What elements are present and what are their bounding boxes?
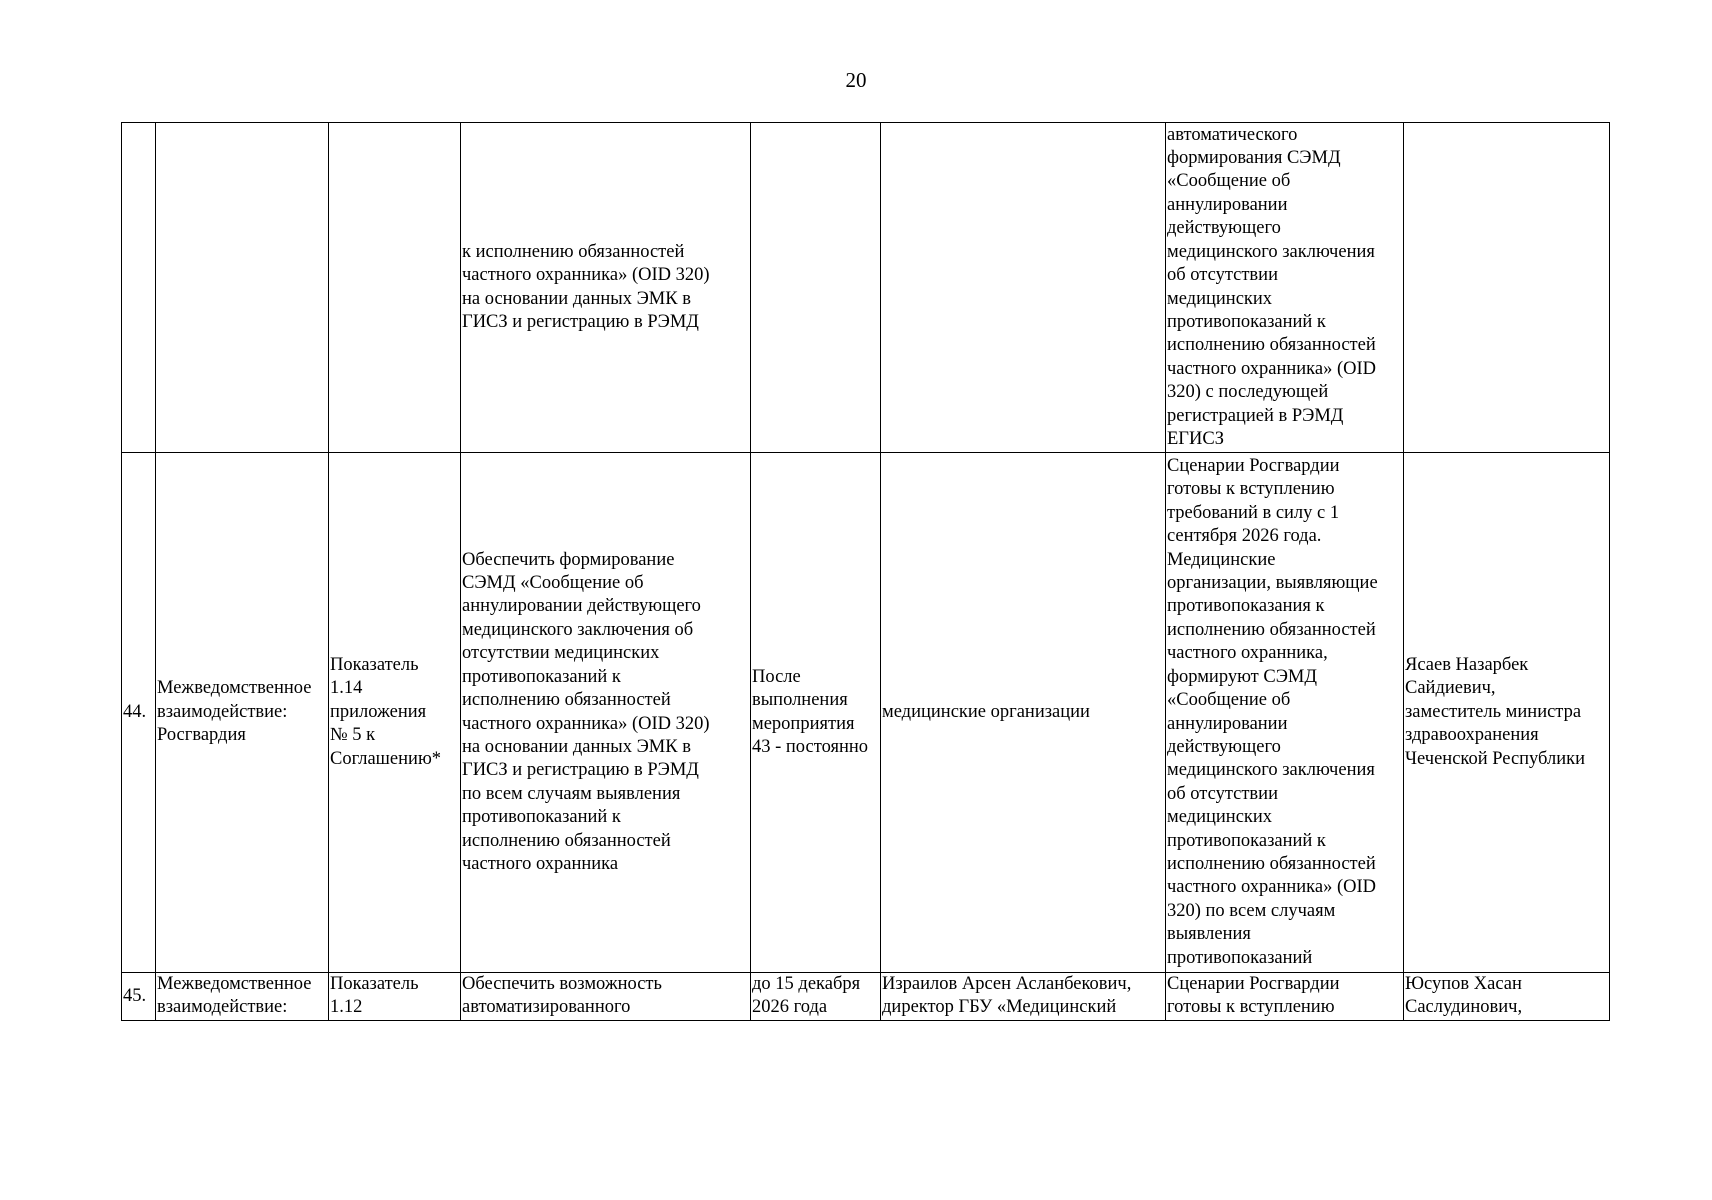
deadline-cell: до 15 декабря 2026 года — [751, 973, 881, 1021]
indicator-cell: Показатель 1.14 приложения № 5 к Соглашению* — [329, 453, 461, 973]
table-row — [122, 973, 1610, 1021]
indicator-cell: Показатель 1.12 — [329, 973, 461, 1021]
executors-cell — [881, 123, 1166, 453]
action-cell: Обеспечить возможность автоматизированного — [461, 973, 751, 1021]
executors-cell: медицинские организации — [881, 453, 1166, 973]
indicator-cell — [329, 123, 461, 453]
name-cell: Межведомственное взаимодействие: Росгвардия — [156, 453, 329, 973]
row-number-cell: 45. — [122, 973, 156, 1021]
responsible-cell — [1404, 123, 1610, 453]
plan-table — [121, 122, 1610, 1021]
deadline-cell: После выполнения мероприятия 43 - постоянно — [751, 453, 881, 973]
result-cell: Сценарии Росгвардии готовы к вступлению требований в силу с 1 сентября 2026 года. Медицинские организации, выявляющие противопоказания к исполнению обязанностей частного охранника, формируют СЭМД «Сообщение об аннулировании действующего медицинского заключения об отсутствии медицинских противопоказаний к исполнению обязанностей частного охранника» (OID 320) по всем случаям выявления противопоказаний — [1166, 453, 1404, 973]
name-cell: Межведомственное взаимодействие: — [156, 973, 329, 1021]
table-row — [122, 453, 1610, 973]
action-cell: Обеспечить формирование СЭМД «Сообщение об аннулировании действующего медицинского заключения об отсутствии медицинских противопоказаний к исполнению обязанностей частного охранника» (OID 320) на основании данных ЭМК в ГИСЗ и регистрацию в РЭМД по всем случаям выявления противопоказаний к исполнению обязанностей частного охранника — [461, 453, 751, 973]
name-cell — [156, 123, 329, 453]
result-cell: автоматического формирования СЭМД «Сообщение об аннулировании действующего медицинского заключения об отсутствии медицинских противопоказаний к исполнению обязанностей частного охранника» (OID 320) с последующей регистрацией в РЭМД ЕГИСЗ — [1166, 123, 1404, 453]
page-number: 20 — [845, 68, 867, 92]
deadline-cell — [751, 123, 881, 453]
executors-cell: Израилов Арсен Асланбекович, директор ГБУ «Медицинский — [881, 973, 1166, 1021]
responsible-cell: Ясаев Назарбек Сайдиевич, заместитель министра здравоохранения Чеченской Республики — [1404, 453, 1610, 973]
responsible-cell: Юсупов Хасан Саслудинович, — [1404, 973, 1610, 1021]
table-row — [122, 123, 1610, 453]
action-cell: к исполнению обязанностей частного охранника» (OID 320) на основании данных ЭМК в ГИСЗ и регистрацию в РЭМД — [461, 123, 751, 453]
row-number-cell: 44. — [122, 453, 156, 973]
result-cell: Сценарии Росгвардии готовы к вступлению — [1166, 973, 1404, 1021]
row-number-cell — [122, 123, 156, 453]
